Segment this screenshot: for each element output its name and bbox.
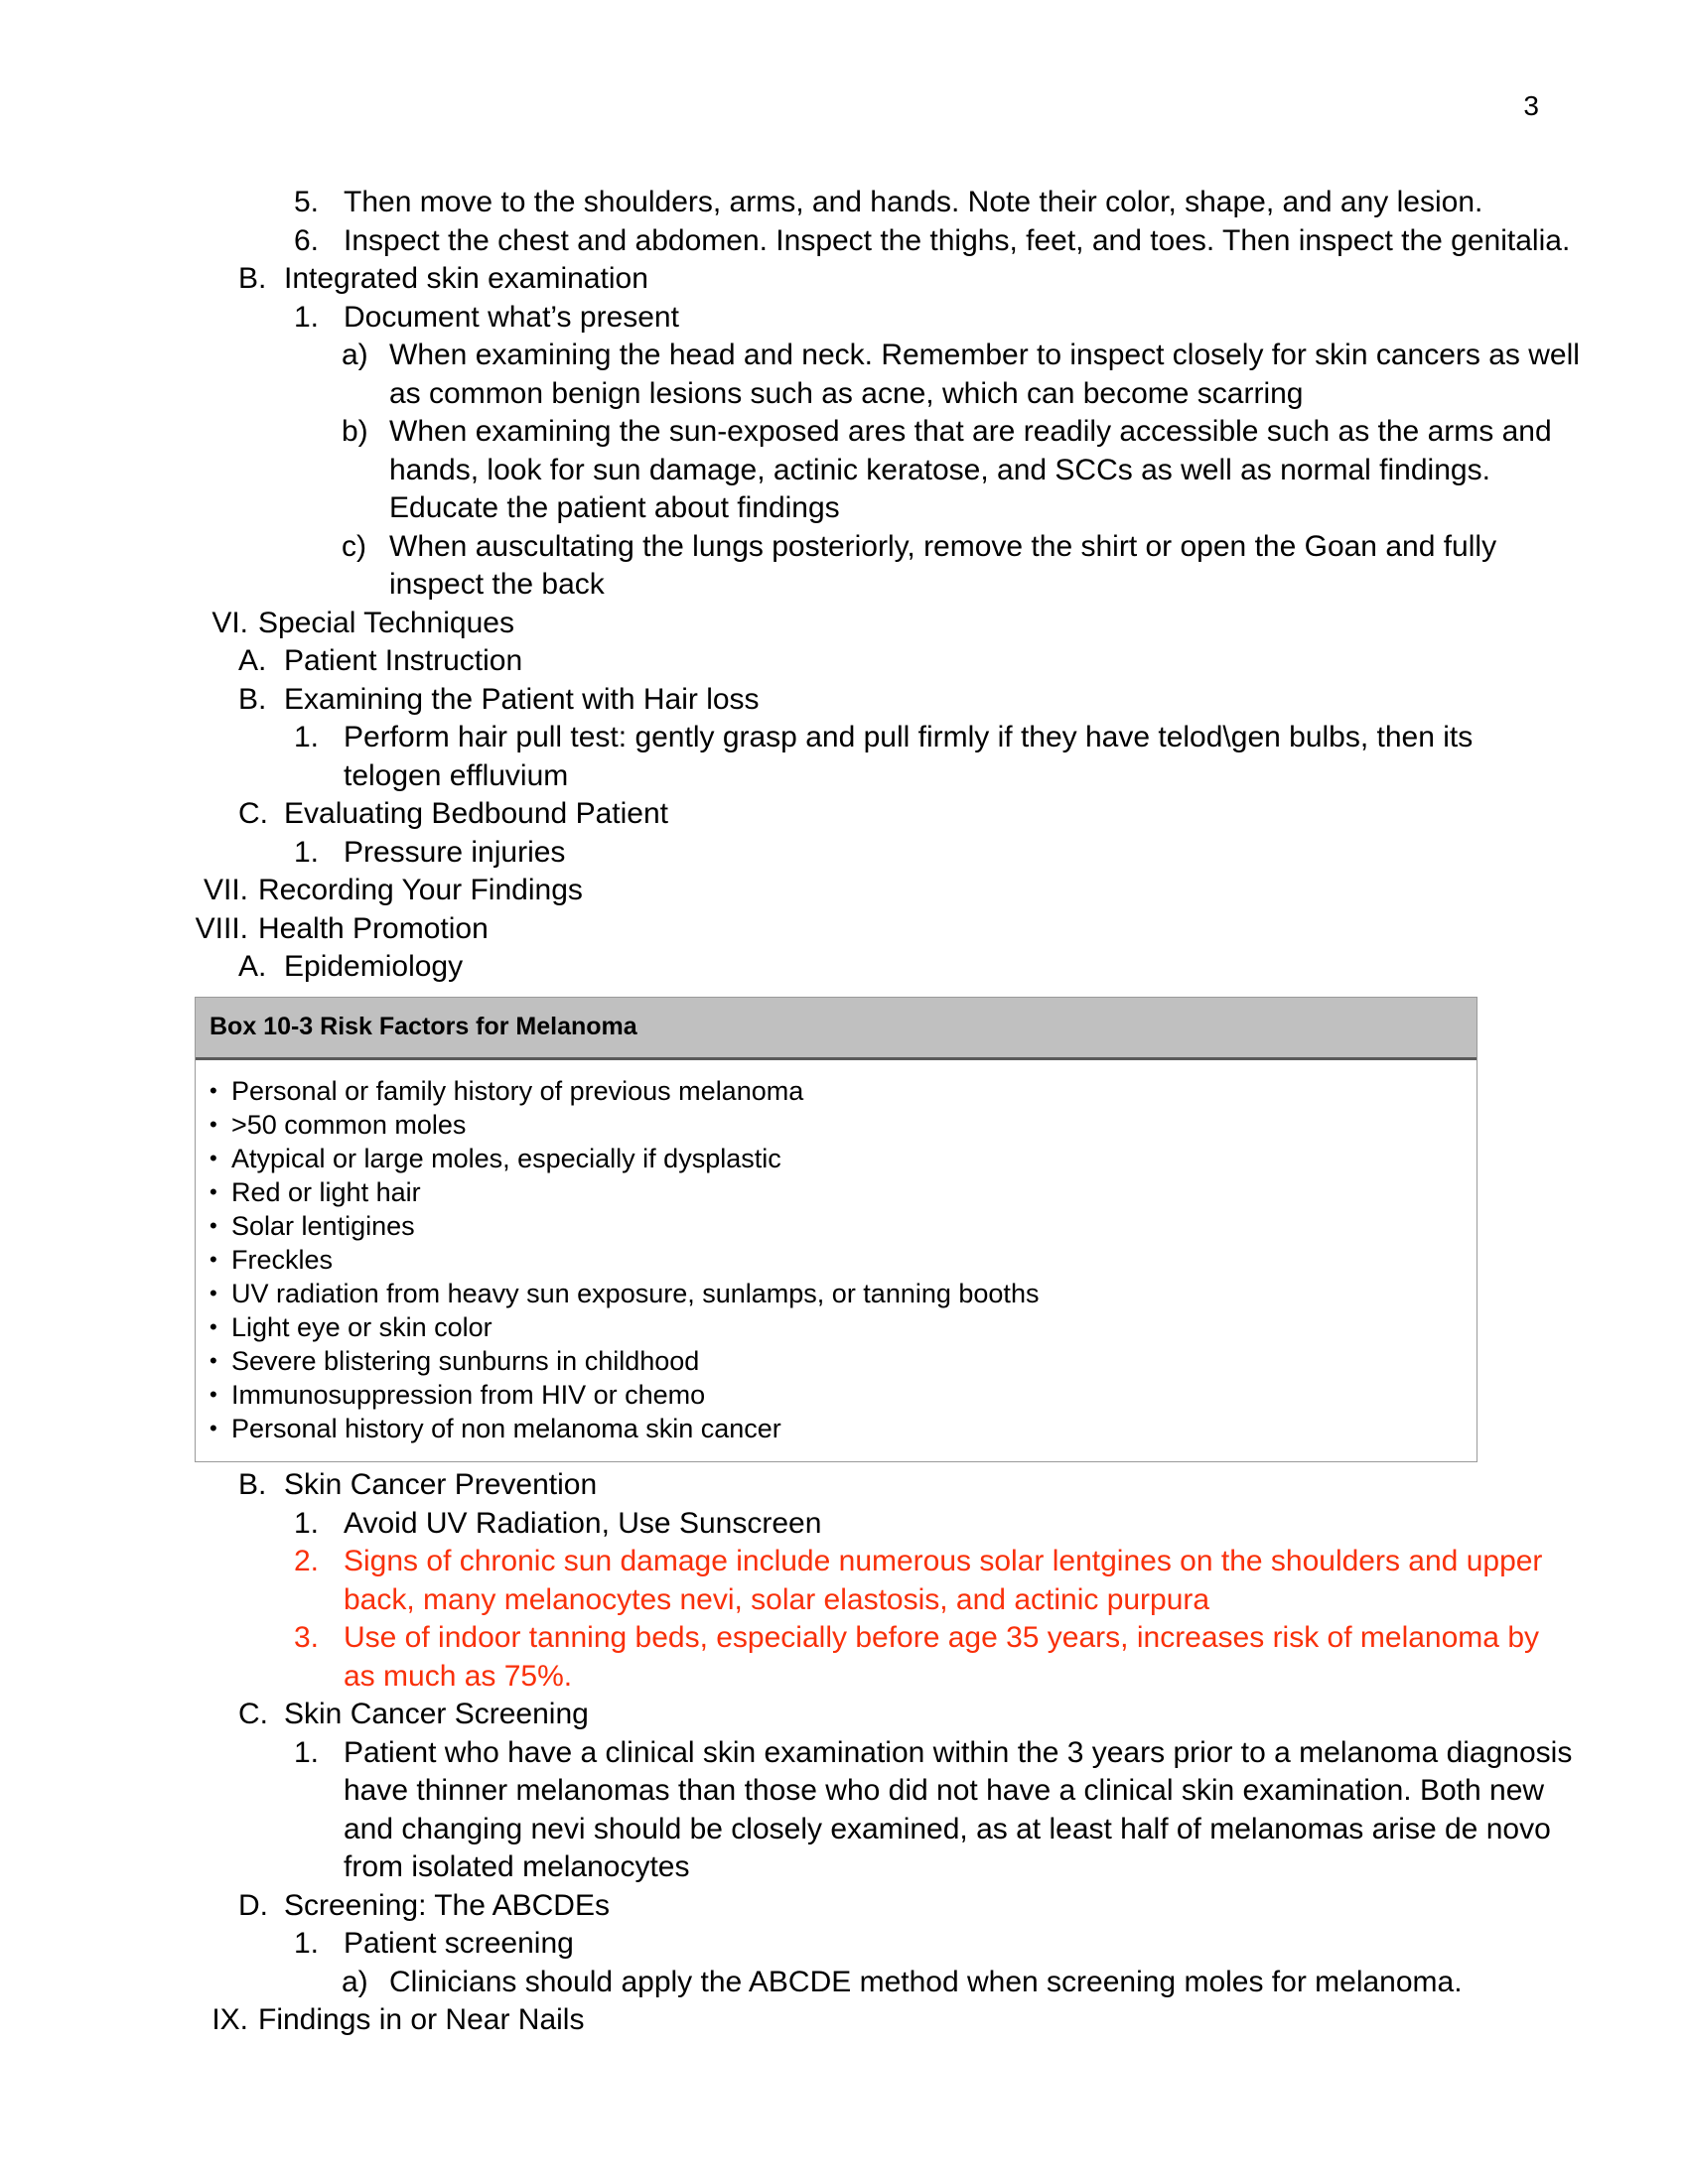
callout-list-item	[210, 1142, 1463, 1175]
outline-section-top	[0, 184, 1688, 987]
outline-item-marker: B.	[238, 1468, 267, 1501]
bullet-icon: •	[210, 1382, 217, 1407]
bullet-icon: •	[210, 1281, 217, 1305]
outline-item	[0, 1887, 1688, 1926]
outline-item-text: Avoid UV Radiation, Use Sunscreen	[344, 1506, 822, 1540]
outline-item-marker: C.	[238, 1698, 268, 1730]
callout-list-item-text: Freckles	[231, 1245, 334, 1275]
callout-list-item	[210, 1344, 1463, 1378]
outline-item-marker: 1.	[294, 1506, 320, 1540]
outline-item-text: Patient screening	[344, 1927, 574, 1960]
callout-list-item	[210, 1108, 1463, 1142]
outline-item-text: Signs of chronic sun damage include numerous solar lentgines on the shoulders and upper back, many melanocytes nevi, solar elastosis, and actinic purpura	[344, 1545, 1543, 1616]
outline-item	[0, 795, 1688, 834]
outline-item-text: Patient who have a clinical skin examination within the 3 years prior to a melanoma diagnosis have thinner melanomas than those who did not have a clinical skin examination. Both new and changing nevi should be closely examined, as at least half of melanomas arise de novo from isolated melanocytes	[344, 1735, 1573, 1883]
bullet-icon: •	[210, 1314, 217, 1339]
outline-item-marker: B.	[238, 682, 267, 716]
page-number: 3	[1523, 90, 1539, 121]
outline-item	[0, 1505, 1688, 1544]
outline-item-marker: B.	[238, 262, 267, 295]
outline-item-marker: 5.	[294, 186, 320, 218]
outline-item	[0, 528, 1688, 605]
callout-list-item-text: Red or light hair	[231, 1177, 421, 1207]
outline-item-marker: 2.	[294, 1545, 320, 1577]
outline-item-text: Evaluating Bedbound Patient	[284, 797, 668, 830]
outline-item-marker: 1.	[294, 1927, 320, 1960]
outline-item-marker: VII.	[203, 874, 248, 906]
outline-item	[0, 1696, 1688, 1734]
outline-item-marker: VIII.	[195, 911, 248, 945]
outline-item-text: Pressure injuries	[344, 835, 566, 869]
bullet-icon: •	[210, 1112, 217, 1137]
outline-item-marker: D.	[238, 1888, 268, 1922]
outline-item-marker: C.	[238, 797, 268, 830]
outline-item	[0, 642, 1688, 681]
callout-list-item-text: Personal history of non melanoma skin cancer	[231, 1414, 781, 1443]
outline-item-text: Health Promotion	[258, 911, 489, 945]
outline-item-marker: A.	[238, 950, 267, 983]
outline-section-bottom	[0, 1466, 1688, 2040]
callout-list-item	[210, 1378, 1463, 1412]
callout-list-item-text: Personal or family history of previous melanoma	[231, 1076, 804, 1106]
outline-item-marker: A.	[238, 644, 267, 677]
outline-item	[0, 413, 1688, 528]
outline-item-marker: 3.	[294, 1621, 320, 1654]
outline-item-text: Special Techniques	[258, 606, 514, 639]
callout-list-item-text: Immunosuppression from HIV or chemo	[231, 1380, 706, 1410]
document-body	[0, 184, 1688, 2040]
outline-item-marker: a)	[342, 339, 368, 371]
outline-item	[0, 719, 1688, 795]
outline-item-marker: IX.	[211, 2003, 248, 2036]
outline-item-marker: 1.	[294, 300, 320, 334]
outline-item	[0, 605, 1688, 643]
outline-item-marker: 1.	[294, 1735, 320, 1769]
outline-item	[0, 681, 1688, 720]
outline-item-text: When auscultating the lungs posteriorly, remove the shirt or open the Goan and fully inspect the back	[389, 529, 1497, 601]
callout-box-list	[196, 1060, 1477, 1461]
outline-item	[0, 1925, 1688, 1964]
outline-item	[0, 260, 1688, 299]
outline-item-marker: 1.	[294, 835, 320, 869]
outline-item-text: Inspect the chest and abdomen. Inspect the thighs, feet, and toes. Then inspect the genitalia.	[344, 223, 1571, 257]
outline-item-text: Recording Your Findings	[258, 874, 583, 906]
outline-item-marker: c)	[342, 529, 366, 563]
outline-item	[0, 948, 1688, 987]
outline-item-text: Screening: The ABCDEs	[284, 1888, 610, 1922]
outline-item	[0, 1964, 1688, 2002]
outline-item-text: Clinicians should apply the ABCDE method when screening moles for melanoma.	[389, 1965, 1463, 1998]
callout-list-item	[210, 1243, 1463, 1277]
callout-list-item-text: >50 common moles	[231, 1110, 467, 1140]
outline-item	[0, 337, 1688, 413]
callout-list-item	[210, 1412, 1463, 1445]
outline-item	[0, 1619, 1688, 1696]
outline-item	[0, 1543, 1688, 1619]
bullet-icon: •	[210, 1416, 217, 1440]
outline-item-text: Document what’s present	[344, 300, 679, 334]
outline-item	[0, 184, 1688, 222]
outline-item-text: Findings in or Near Nails	[258, 2003, 585, 2036]
outline-item	[0, 1466, 1688, 1505]
bullet-icon: •	[210, 1146, 217, 1170]
callout-list-item	[210, 1175, 1463, 1209]
outline-item	[0, 299, 1688, 338]
callout-list-item	[210, 1209, 1463, 1243]
outline-item-text: Skin Cancer Screening	[284, 1698, 589, 1730]
outline-item-marker: b)	[342, 415, 368, 448]
outline-item-text: Perform hair pull test: gently grasp and pull firmly if they have telod\gen bulbs, then its telogen effluvium	[344, 721, 1474, 792]
outline-item	[0, 872, 1688, 910]
outline-item-text: When examining the sun-exposed ares that are readily accessible such as the arms and hands, look for sun damage, actinic keratose, and SCCs as well as normal findings. Educate the patient about findings	[389, 415, 1552, 524]
outline-item-text: When examining the head and neck. Remember to inspect closely for skin cancers as well as common benign lesions such as acne, which can become scarring	[389, 339, 1580, 410]
bullet-icon: •	[210, 1348, 217, 1373]
bullet-icon: •	[210, 1078, 217, 1103]
callout-list-item-text: Atypical or large moles, especially if dysplastic	[231, 1144, 781, 1173]
outline-item-marker: VI.	[211, 606, 248, 639]
outline-item-marker: a)	[342, 1965, 368, 1998]
outline-item-text: Use of indoor tanning beds, especially before age 35 years, increases risk of melanoma by as much as 75%.	[344, 1621, 1539, 1693]
outline-item-text: Patient Instruction	[284, 644, 523, 677]
outline-item-marker: 1.	[294, 721, 320, 753]
bullet-icon: •	[210, 1213, 217, 1238]
bullet-icon: •	[210, 1179, 217, 1204]
callout-list-item	[210, 1310, 1463, 1344]
outline-item-marker: 6.	[294, 223, 320, 257]
outline-item-text: Examining the Patient with Hair loss	[284, 682, 760, 716]
callout-list-item	[210, 1074, 1463, 1108]
outline-item-text: Epidemiology	[284, 950, 464, 983]
callout-list-item-text: Severe blistering sunburns in childhood	[231, 1346, 700, 1376]
outline-item-text: Integrated skin examination	[284, 262, 648, 295]
callout-box-title: Box 10-3 Risk Factors for Melanoma	[196, 998, 1477, 1061]
outline-item-text: Then move to the shoulders, arms, and hands. Note their color, shape, and any lesion.	[344, 186, 1483, 218]
outline-item	[0, 910, 1688, 949]
callout-list-item	[210, 1277, 1463, 1310]
callout-list-item-text: Light eye or skin color	[231, 1312, 492, 1342]
callout-list-item-text: UV radiation from heavy sun exposure, sunlamps, or tanning booths	[231, 1279, 1040, 1308]
outline-item	[0, 222, 1688, 261]
callout-list-item-text: Solar lentigines	[231, 1211, 415, 1241]
bullet-icon: •	[210, 1247, 217, 1272]
outline-item	[0, 1734, 1688, 1887]
outline-item	[0, 2001, 1688, 2040]
outline-item-text: Skin Cancer Prevention	[284, 1468, 598, 1501]
callout-box-risk-factors	[195, 997, 1477, 1463]
outline-item	[0, 834, 1688, 873]
